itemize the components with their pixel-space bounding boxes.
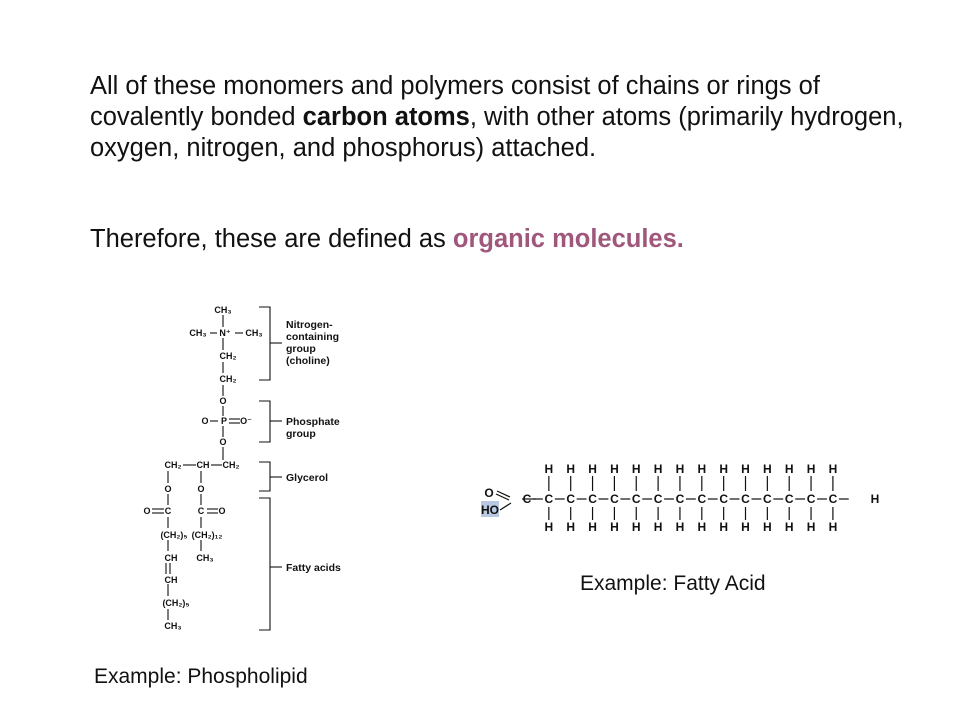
atom-n-plus: N⁺ xyxy=(219,328,231,338)
carbon-atom: C xyxy=(588,492,597,506)
label-phosphate-line2: group xyxy=(286,428,316,440)
hydrogen-atom-top: H xyxy=(763,462,772,476)
carbon-atom: C xyxy=(741,492,750,506)
hydrogen-atom-top: H xyxy=(566,462,576,476)
label-fatty-acids: Fatty acids xyxy=(286,562,341,574)
carbon-atoms-emphasis: carbon atoms xyxy=(302,103,470,131)
atom-o-lower: O xyxy=(219,437,227,447)
hydrogen-atom-bottom: H xyxy=(784,520,794,534)
atom-ch-a: CH xyxy=(164,553,178,563)
atom-carboxyl-o: O xyxy=(484,486,494,500)
carbon-atom: C xyxy=(610,492,619,506)
hydrogen-atom-bottom: H xyxy=(631,520,641,534)
hydrogen-atom-top: H xyxy=(544,462,554,476)
atom-terminal-h: H xyxy=(870,492,880,506)
carbon-atom: C xyxy=(763,492,772,506)
hydrogen-atom-top: H xyxy=(653,462,663,476)
atom-glycerol-ch2-left: CH₂ xyxy=(164,460,182,470)
carbon-atom: C xyxy=(631,492,641,506)
atom-o-carbonyl-right: O xyxy=(218,506,226,516)
atom-ch3-top: CH₃ xyxy=(214,305,232,315)
hydrogen-atom-top: H xyxy=(588,462,597,476)
hydrogen-atom-bottom: H xyxy=(544,520,554,534)
hydrogen-atom-bottom: H xyxy=(828,520,838,534)
intro-text-part1: All of these monomers and polymers consist of chains or rings of covalently bonded xyxy=(90,72,820,131)
conclusion-text: Therefore, these are defined as xyxy=(90,225,453,253)
atom-chain-left: (CH₂)₅ xyxy=(160,530,188,540)
atom-chain-left-2: (CH₂)₅ xyxy=(162,598,190,608)
fatty-acid-carbon-chain xyxy=(523,462,849,534)
label-glycerol: Glycerol xyxy=(286,472,329,484)
atom-glycerol-ch2-right: CH₂ xyxy=(222,460,240,470)
atom-o-ester-right: O xyxy=(197,484,205,494)
atom-o-left: O xyxy=(201,416,209,426)
hydrogen-atom-bottom: H xyxy=(675,520,685,534)
atom-carboxyl-ho: HO xyxy=(481,503,499,517)
hydrogen-atom-top: H xyxy=(631,462,641,476)
carbon-atom: C xyxy=(566,492,576,506)
carbon-atom: C xyxy=(522,492,532,506)
carbon-atom: C xyxy=(719,492,728,506)
hydrogen-atom-bottom: H xyxy=(697,520,707,534)
atom-o-upper: O xyxy=(219,396,227,406)
hydrogen-atom-top: H xyxy=(697,462,707,476)
atom-o-minus: O⁻ xyxy=(240,416,252,426)
hydrogen-atom-top: H xyxy=(675,462,685,476)
hydrogen-atom-bottom: H xyxy=(566,520,576,534)
hydrogen-atom-top: H xyxy=(610,462,619,476)
atom-c-left: C xyxy=(164,506,172,516)
carbon-atom: C xyxy=(544,492,554,506)
atom-p: P xyxy=(220,416,228,426)
hydrogen-atom-bottom: H xyxy=(741,520,750,534)
hydrogen-atom-bottom: H xyxy=(719,520,728,534)
label-choline-line4: (choline) xyxy=(286,355,330,367)
carbon-atom: C xyxy=(697,492,707,506)
atom-ch-b: CH xyxy=(164,575,178,585)
carbon-atom: C xyxy=(806,492,816,506)
atom-ch2-b: CH₂ xyxy=(219,374,237,384)
atom-o-carbonyl-left: O xyxy=(143,506,151,516)
hydrogen-atom-bottom: H xyxy=(653,520,663,534)
phospholipid-labels xyxy=(286,319,341,574)
carbon-atom: C xyxy=(653,492,663,506)
hydrogen-atom-bottom: H xyxy=(806,520,816,534)
fatty-acid-structure xyxy=(481,462,879,534)
hydrogen-atom-bottom: H xyxy=(763,520,772,534)
intro-text-part2: , with other atoms (primarily hydrogen, oxygen, nitrogen, and phosphorus) attached. xyxy=(90,103,904,162)
label-choline-line1: Nitrogen- xyxy=(286,319,333,331)
label-phosphate-line1: Phosphate xyxy=(286,416,340,428)
phospholipid-atoms xyxy=(143,305,262,631)
atom-ch3-bottom: CH₃ xyxy=(164,621,182,631)
hydrogen-atom-top: H xyxy=(784,462,794,476)
carbon-atom: C xyxy=(828,492,838,506)
hydrogen-atom-bottom: H xyxy=(588,520,597,534)
phospholipid-caption: Example: Phospholipid xyxy=(94,665,308,688)
label-choline-line2: containing xyxy=(286,331,340,343)
label-choline-line3: group xyxy=(286,343,316,355)
hydrogen-atom-top: H xyxy=(741,462,750,476)
fatty-acid-caption: Example: Fatty Acid xyxy=(580,572,766,595)
atom-ch3-chain-right: CH₃ xyxy=(196,553,214,563)
atom-ch3-left: CH₃ xyxy=(189,328,207,338)
carbon-atom: C xyxy=(784,492,794,506)
atom-ch3-right: CH₃ xyxy=(245,328,263,338)
carbon-atom: C xyxy=(675,492,685,506)
atom-glycerol-ch: CH xyxy=(196,460,210,470)
hydrogen-atom-bottom: H xyxy=(610,520,619,534)
hydrogen-atom-top: H xyxy=(806,462,816,476)
organic-molecules-highlight: organic molecules. xyxy=(452,225,684,253)
atom-chain-right: (CH₂)₁₂ xyxy=(191,530,223,540)
hydrogen-atom-top: H xyxy=(828,462,838,476)
atom-o-ester-left: O xyxy=(164,484,172,494)
hydrogen-atom-top: H xyxy=(719,462,728,476)
atom-c-right: C xyxy=(197,506,205,516)
atom-ch2-a: CH₂ xyxy=(219,351,237,361)
